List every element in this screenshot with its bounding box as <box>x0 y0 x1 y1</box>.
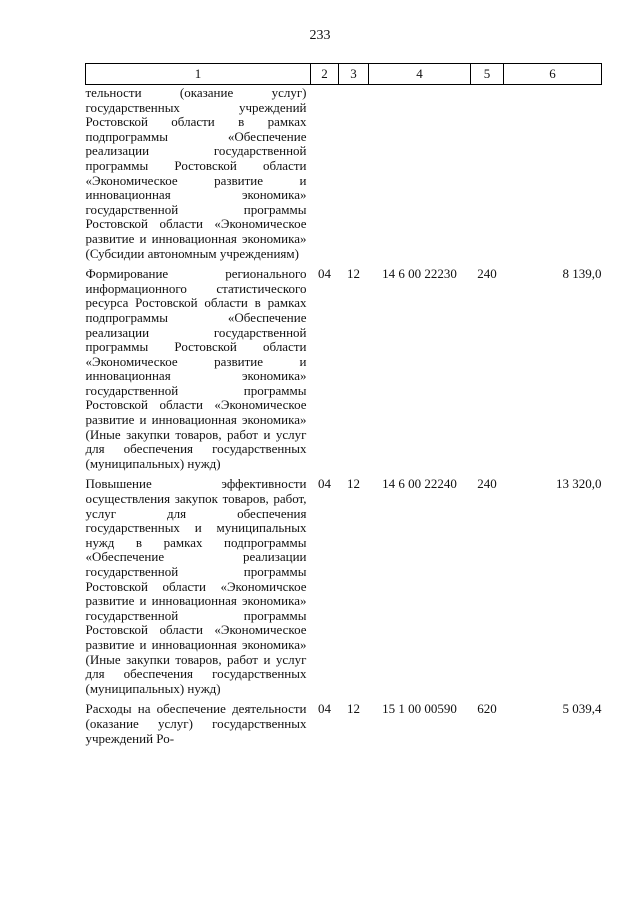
row-target-article <box>369 85 471 262</box>
table-row <box>86 696 602 746</box>
budget-table <box>85 63 602 746</box>
row-target-article: 15 1 00 00590 <box>382 701 457 717</box>
row-section: 04 <box>318 701 331 717</box>
column-header-5: 5 <box>471 64 504 85</box>
table-row <box>86 261 602 471</box>
row-expense-type: 620 <box>477 701 497 717</box>
row-amount: 5 039,4 <box>562 701 602 717</box>
row-section <box>311 85 339 262</box>
row-target-article: 14 6 00 22240 <box>382 476 457 492</box>
row-section: 04 <box>318 266 331 282</box>
column-header-3: 3 <box>339 64 369 85</box>
column-header-4: 4 <box>369 64 471 85</box>
row-amount <box>504 85 602 262</box>
row-description: Формирование регионального информационного статистического ресурса Ростовской области в рамках подпрограммы «Обеспечение реализации государственной программы Ростовской области «Экономическое развитие и инновационная экономика» государственной программы Ростовской области «Экономическое развитие и инновационная экономика» (Иные закупки товаров, работ и услуг для обеспечения государственных (муниципальных) нужд) <box>85 266 307 471</box>
table-row <box>86 471 602 696</box>
row-target-article: 14 6 00 22230 <box>382 266 457 282</box>
row-subsection <box>339 85 369 262</box>
row-subsection: 12 <box>347 701 360 717</box>
column-header-1: 1 <box>86 64 311 85</box>
row-expense-type <box>471 85 504 262</box>
row-amount: 13 320,0 <box>556 476 602 492</box>
page-number: 233 <box>309 28 331 43</box>
row-description: Расходы на обеспечение деятельности (оказание услуг) государственных учреждений Ро- <box>85 701 307 746</box>
row-expense-type: 240 <box>477 266 497 282</box>
row-description: Повышение эффективности осуществления закупок товаров, работ, услуг для обеспечения государственных и муниципальных нужд в рамках подпрограммы «Обеспечение реализации государственной программы Ростовской области «Экономичское развитие и инновационная экономика» государственной программы Ростовской области «Экономическое развитие и инновационная экономика» (Иные закупки товаров, работ и услуг для обеспечения государственных (муниципальных) нужд) <box>85 476 307 696</box>
row-subsection: 12 <box>347 266 360 282</box>
column-header-6: 6 <box>504 64 602 85</box>
table-row <box>86 85 602 262</box>
row-section: 04 <box>318 476 331 492</box>
row-subsection: 12 <box>347 476 360 492</box>
row-description: тельности (оказание услуг) государственных учреждений Ростовской области в рамках подпрограммы «Обеспечение реализации государственной программы Ростовской области «Экономическое развитие и инновационная экономика» государственной программы Ростовской области «Экономическое развитие и инновационная экономика» (Субсидии автономным учреждениям) <box>85 85 307 261</box>
row-expense-type: 240 <box>477 476 497 492</box>
table-header-row <box>86 64 602 85</box>
column-header-2: 2 <box>311 64 339 85</box>
row-amount: 8 139,0 <box>562 266 602 282</box>
